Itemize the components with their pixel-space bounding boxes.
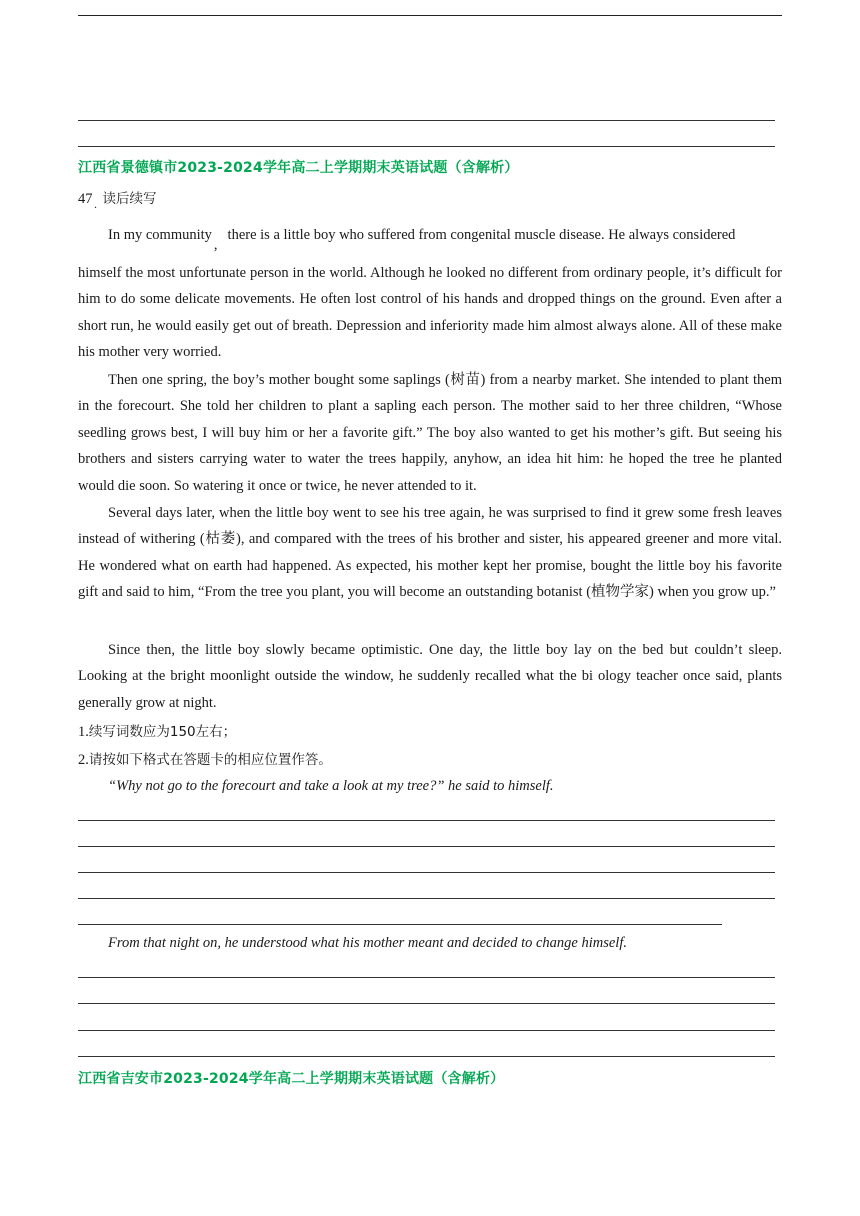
- answer-line: [78, 820, 775, 821]
- paragraph-3: Several days later, when the little boy went to see his tree again, he was surprised to find it grew some fresh leaves instead of withering (枯萎), and compared with the trees of his brother and sister, his appeared greener and more vital. He wondered what on earth had happened. As expected, his mother kept her promise, bought the little boy his favorite gift and said to him, “From the tree you plant, you will become an outstanding botanist (植物学家) when you grow up.”: [78, 505, 782, 601]
- paragraph-1-after-comma: there is a little boy who suffered from congenital muscle disease. He always considered: [227, 227, 736, 243]
- answer-line: [78, 924, 722, 925]
- top-rule: [78, 15, 782, 16]
- paragraph-1-rest: himself the most unfortunate person in the world. Although he looked no different from ordinary people, it’s difficult for him to do some delicate movements. He often lost control of his hands and dropped things on the ground. Even after a short run, he would easily get out of breath. Depression and inferiority made him almost always alone. All of these make his mother very worried.: [78, 265, 782, 361]
- paragraph-2: Then one spring, the boy’s mother bought some saplings (树苗) from a nearby market. She intended to plant them in the forecourt. She told her children to plant a sapling each person. The mother said to her three children, “Whose seedling grows best, I will buy him or her a favorite gift.” The boy also wanted to get his mother’s gift. But seeing his brothers and sisters carrying water to water the trees happily, anyhow, an idea hit him: he hoped the tree he planted would die soon. So watering it once or twice, he never attended to it.: [78, 372, 782, 494]
- answer-line: [78, 1030, 775, 1031]
- answer-line: [78, 1003, 775, 1004]
- requirement-1-text: 续写词数应为150左右；: [88, 724, 237, 740]
- question-number-value: 47: [78, 191, 93, 207]
- answer-line: [78, 846, 775, 847]
- next-source-title: 江西省吉安市2023-2024学年高二上学期期末英语试题（含解析）: [78, 1071, 505, 1087]
- answer-line: [78, 872, 775, 873]
- requirement-2-number: 2.: [78, 752, 89, 768]
- question-type: 读后续写: [102, 191, 157, 207]
- continuation-prompt-1: “Why not go to the forecourt and take a look at my tree?” he said to himself.: [108, 778, 554, 794]
- paragraph-1-first-line: [108, 227, 736, 253]
- question-number: [78, 187, 157, 211]
- answer-line: [78, 898, 775, 899]
- question-number-dot: .: [94, 197, 97, 211]
- answer-line: [78, 977, 775, 978]
- requirement-1-number: 1.: [78, 724, 89, 740]
- source-title: 江西省景德镇市2023-2024学年高二上学期期末英语试题（含解析）: [78, 160, 519, 176]
- paragraph-1-start: In my community: [108, 227, 212, 243]
- requirement-2-text: 请按如下格式在答题卡的相应位置作答。: [88, 752, 332, 768]
- paragraph-1-comma: ,: [213, 237, 218, 253]
- answer-line: [78, 120, 775, 121]
- requirement-1: [78, 720, 236, 741]
- answer-line: [78, 146, 775, 147]
- requirement-2: [78, 748, 332, 769]
- paragraph-4: Since then, the little boy slowly became optimistic. One day, the little boy lay on the bed but couldn’t sleep. Looking at the bright moonlight outside the window, he suddenly recalled what the bi ology teacher once said, plants generally grow at night.: [78, 642, 782, 711]
- continuation-prompt-2: From that night on, he understood what his mother meant and decided to change himself.: [108, 935, 627, 951]
- answer-line: [78, 1056, 775, 1057]
